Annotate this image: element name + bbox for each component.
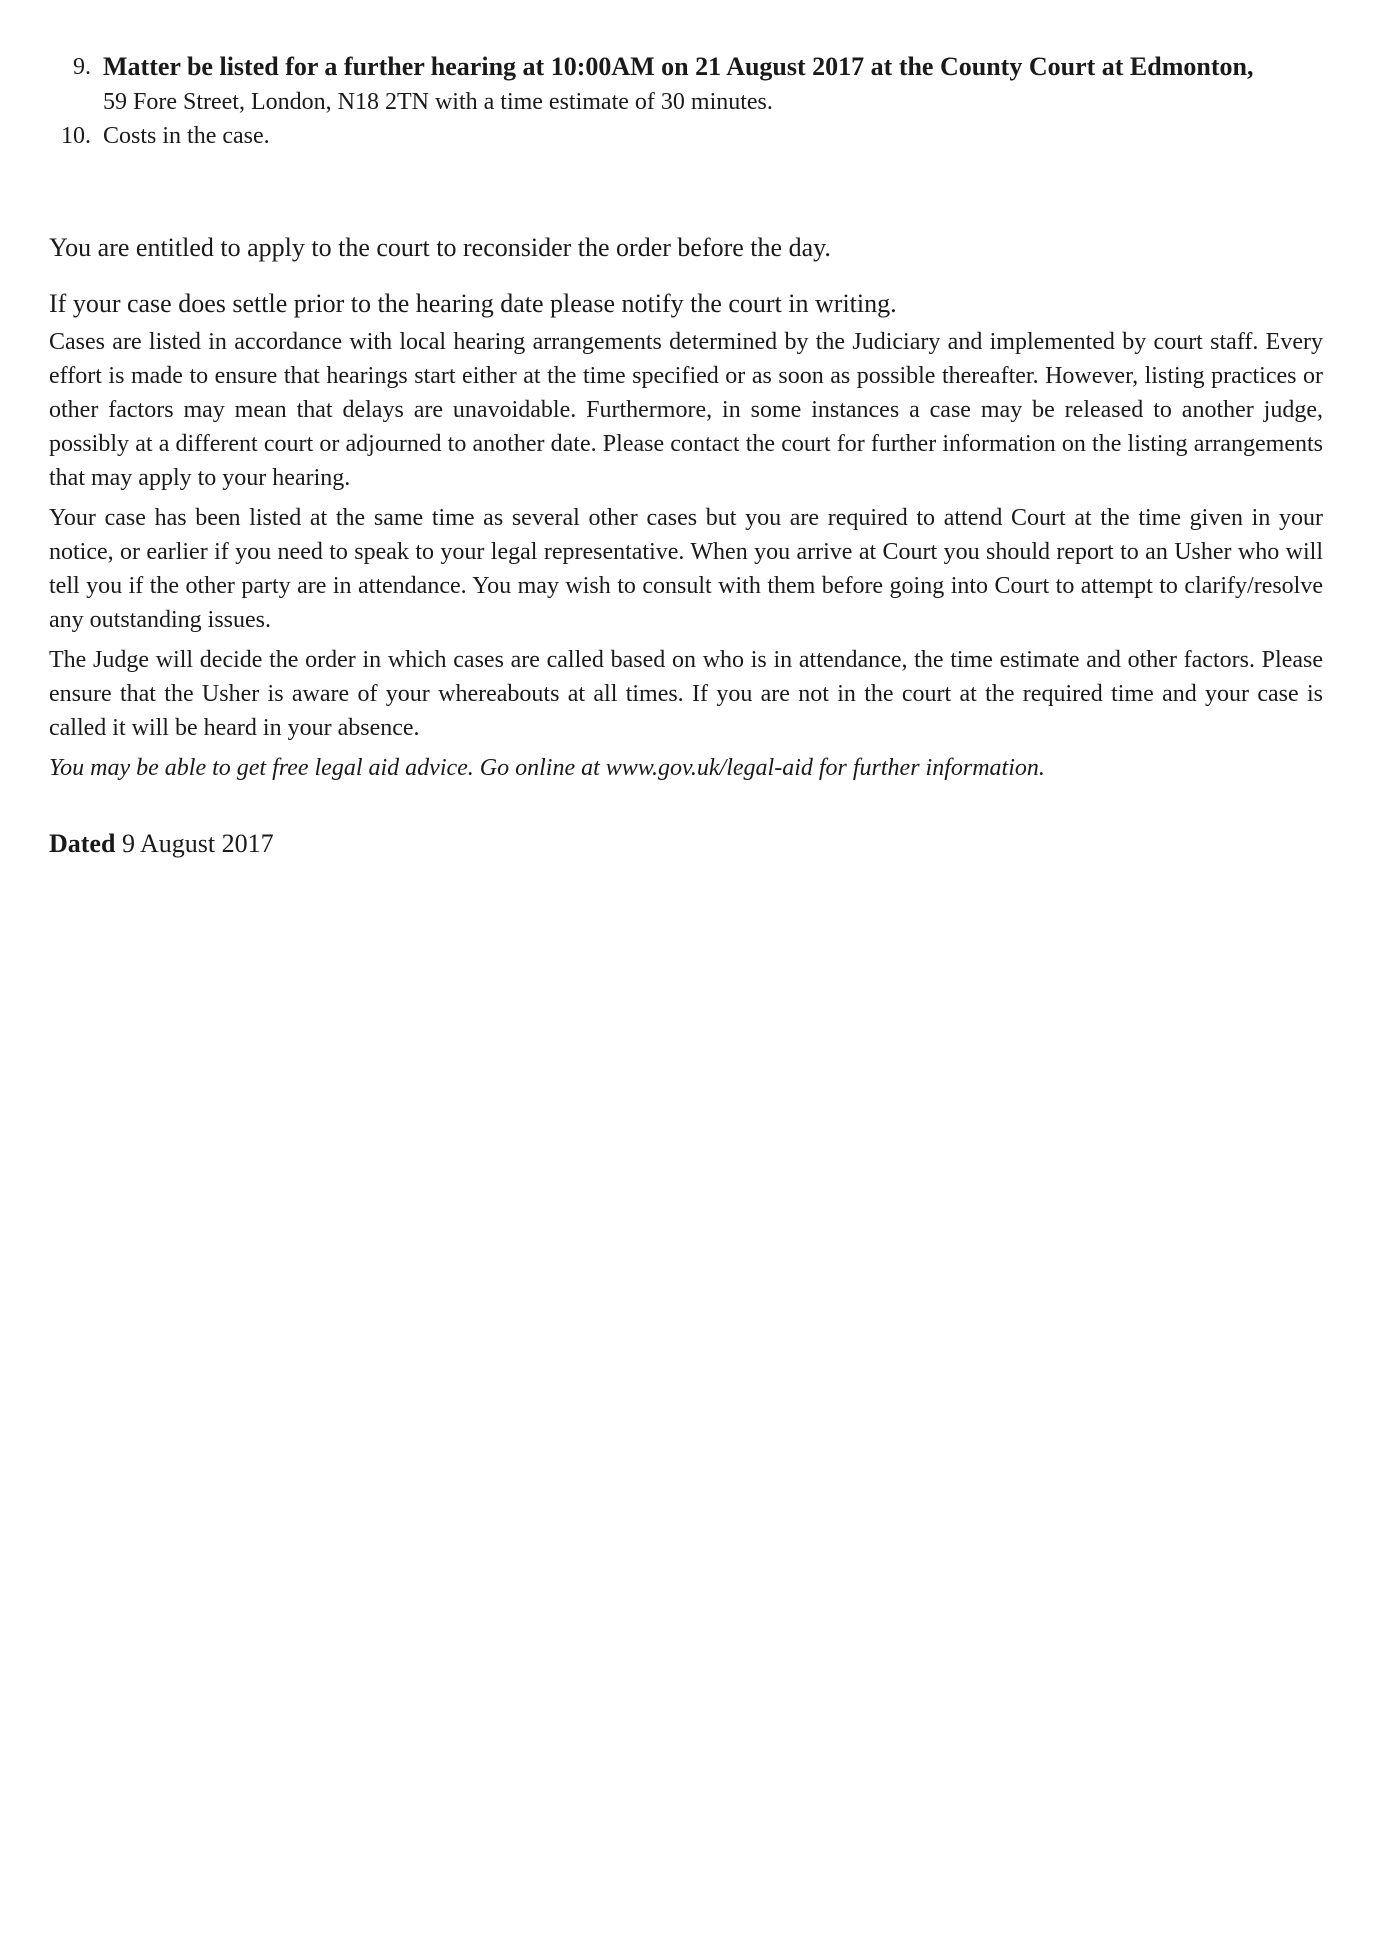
listing-notice: Cases are listed in accordance with local hearing arrangements determined by the Judiciary and implemented by court staff. Every effort is made to ensure that hearings start either at the time specified or as soon as possible thereafter. However, listing practices or other factors may mean that delays are unavoidable. Furthermore, in some instances a case may be released to another judge, possibly at a different court or adjourned to another date. Please contact the court for further information on the listing arrangements that may apply to your hearing. bbox=[49, 329, 1323, 491]
settle-notice: If your case does settle prior to the hearing date please notify the court in writing. bbox=[49, 289, 897, 318]
document-page bbox=[49, 50, 1323, 887]
order-item-10 bbox=[49, 119, 1323, 153]
order-number: 10. bbox=[61, 123, 91, 149]
attendance-notice: Your case has been listed at the same time as several other cases but you are required to attend Court at the time given in your notice, or earlier if you need to speak to your legal representative. When you arrive at Court you should report to an Usher who will tell you if the other party are in attendance. You may wish to consult with them before going into Court to attempt to clarify/resolve any outstanding issues. bbox=[49, 505, 1323, 633]
reconsider-notice: You are entitled to apply to the court to reconsider the order before the day. bbox=[49, 233, 831, 262]
legal-aid-notice: You may be able to get free legal aid advice. Go online at www.gov.uk/legal-aid for further information. bbox=[49, 755, 1045, 781]
dated-label: Dated bbox=[49, 829, 116, 858]
order-hearing-heading: Matter be listed for a further hearing at 10:00AM on 21 August 2017 at the County Court at Edmonton, bbox=[103, 52, 1254, 81]
dated-line bbox=[49, 827, 1323, 861]
order-list bbox=[49, 50, 1323, 153]
judge-order-notice: The Judge will decide the order in which cases are called based on who is in attendance, the time estimate and other factors. Please ensure that the Usher is aware of your whereabouts at all times. If you are not in the court at the required time and your case is called it will be heard in your absence. bbox=[49, 647, 1323, 741]
dated-date: 9 August 2017 bbox=[121, 829, 274, 858]
order-item-9 bbox=[49, 50, 1323, 119]
order-hearing-details: 59 Fore Street, London, N18 2TN with a time estimate of 30 minutes. bbox=[103, 89, 773, 115]
order-number: 9. bbox=[73, 54, 91, 80]
order-costs-text: Costs in the case. bbox=[103, 123, 270, 149]
